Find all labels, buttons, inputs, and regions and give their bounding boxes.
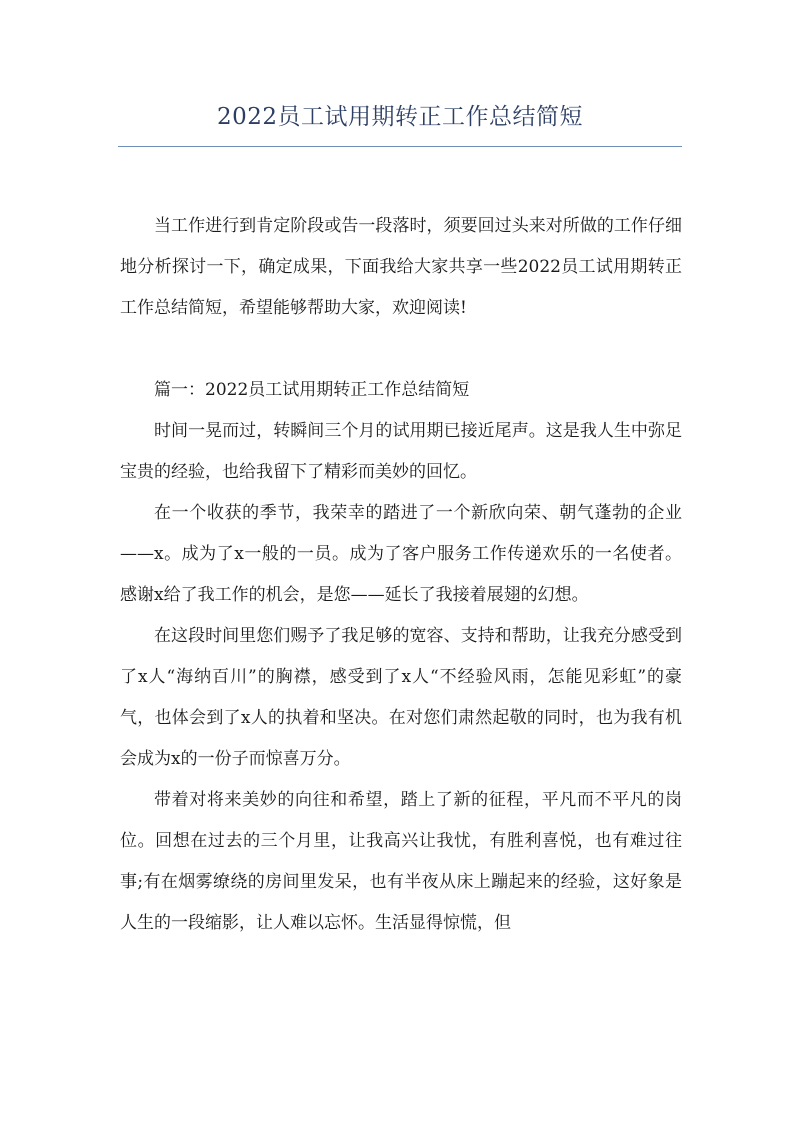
body-paragraph-3: 在这段时间里您们赐予了我足够的宽容、支持和帮助，让我充分感受到了x人“海纳百川”的胸襟，感受到了x人“不经验风雨，怎能见彩虹”的豪气，也体会到了x人的执着和坚决。在对您们肃然起敬的同时，也为我有机会成为x的一份子而惊喜万分。 bbox=[120, 626, 682, 769]
body-paragraph-1: 时间一晃而过，转瞬间三个月的试用期已接近尾声。这是我人生中弥足宝贵的经验，也给我留下了精彩而美妙的回忆。 bbox=[120, 421, 682, 482]
section-heading: 篇一：2022员工试用期转正工作总结简短 bbox=[154, 380, 470, 400]
paragraph-spacer bbox=[120, 329, 682, 370]
title-divider bbox=[118, 146, 682, 147]
body-paragraph-2: 在一个收获的季节，我荣幸的踏进了一个新欣向荣、朝气蓬勃的企业——x。成为了x一般的一员。成为了客户服务工作传递欢乐的一名使者。感谢x给了我工作的机会，是您——延长了我接着展翅的幻想。 bbox=[120, 503, 682, 605]
body-paragraph-4: 带着对将来美妙的向往和希望，踏上了新的征程，平凡而不平凡的岗位。回想在过去的三个月里，让我高兴让我忧，有胜利喜悦，也有难过往事;有在烟雾缭绕的房间里发呆，也有半夜从床上蹦起来的经验，这好象是人生的一段缩影，让人难以忘怀。生活显得惊慌，但 bbox=[120, 790, 682, 933]
document-body bbox=[120, 206, 682, 944]
document-title: 2022员工试用期转正工作总结简短 bbox=[216, 104, 584, 130]
intro-paragraph: 当工作进行到肯定阶段或告一段落时，须要回过头来对所做的工作仔细地分析探讨一下，确定成果，下面我给大家共享一些2022员工试用期转正工作总结简短，希望能够帮助大家，欢迎阅读! bbox=[120, 216, 682, 318]
